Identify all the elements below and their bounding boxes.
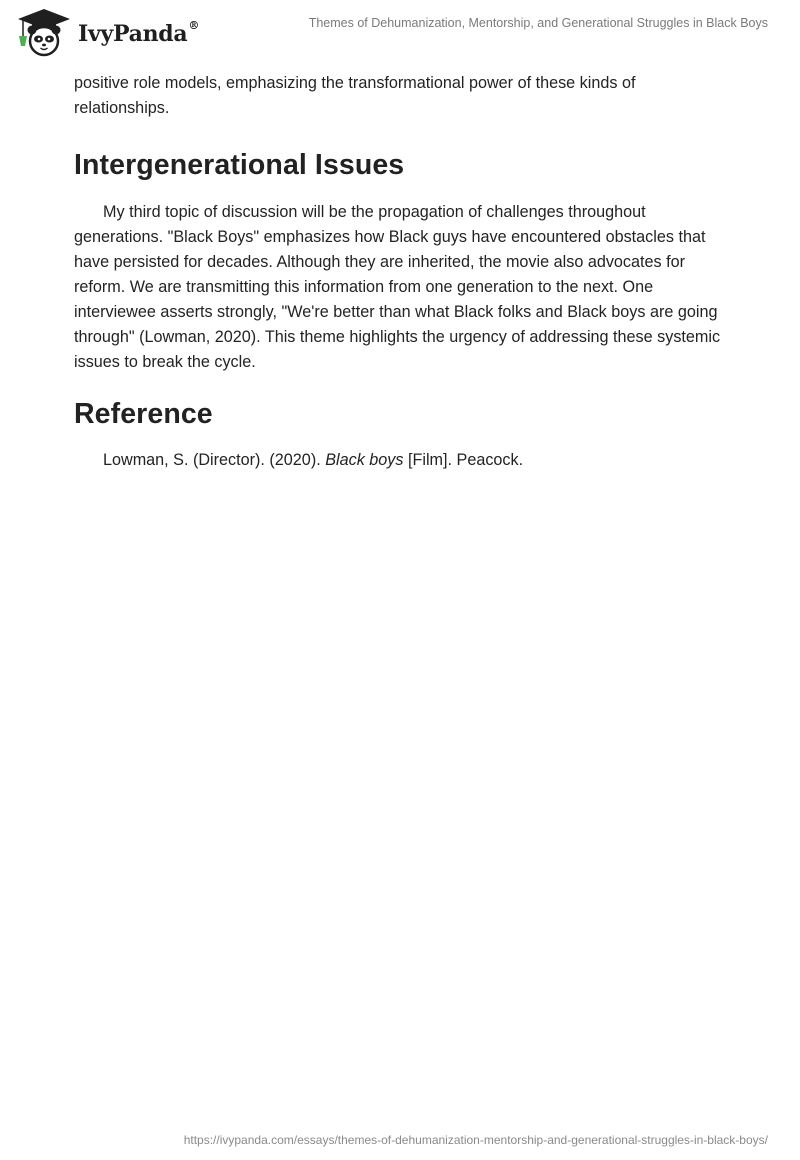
section-heading-reference: Reference [74,398,213,430]
reference-suffix: [Film]. Peacock. [403,451,524,469]
reference-entry [74,448,730,473]
panda-graduation-cap-icon [14,8,74,58]
registered-mark: ® [188,19,200,32]
reference-prefix: Lowman, S. (Director). (2020). [103,451,326,469]
section-heading-intergenerational: Intergenerational Issues [74,149,405,181]
running-title: Themes of Dehumanization, Mentorship, and Generational Struggles in Black Boys [308,16,768,30]
essay-content [74,71,730,473]
reference-title: Black boys [325,451,404,469]
intergenerational-paragraph: My third topic of discussion will be the propagation of challenges throughout generations. "Black Boys" emphasizes how Black guys have encountered obstacles that have persisted for decades. Although they are inherited, the movie also advocates for reform. We are transmitting this information from one generation to the next. One interviewee asserts strongly, "We're better than what Black folks and Black boys are going through" (Lowman, 2020). This theme highlights the urgency of addressing these systemic issues to break the cycle. [74,203,721,371]
logo-wordmark: IvyPanda® [78,19,200,47]
page-header [0,0,800,60]
continued-paragraph: positive role models, emphasizing the transformational power of these kinds of relationships. [74,74,636,117]
ivypanda-logo[interactable] [14,8,200,56]
footer-url[interactable]: https://ivypanda.com/essays/themes-of-dehumanization-mentorship-and-generational-struggles-in-black-boys/ [183,1133,768,1147]
